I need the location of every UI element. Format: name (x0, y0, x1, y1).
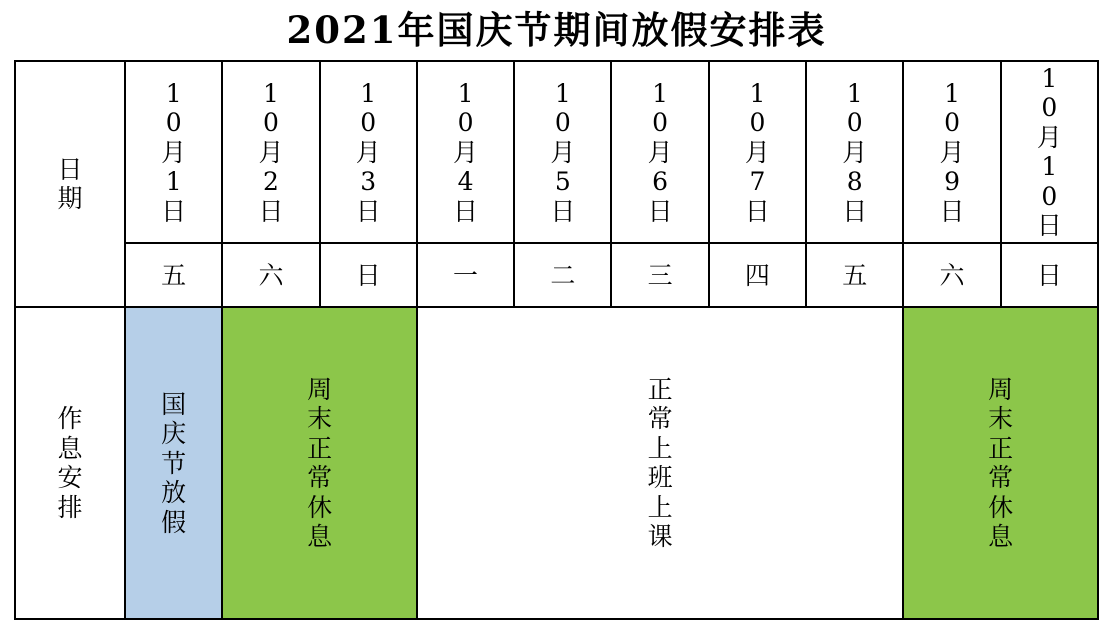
date-cell: 1 0 月 5 日 (514, 61, 611, 243)
holiday-schedule-table (14, 60, 1099, 620)
date-cell: 1 0 月 6 日 (611, 61, 708, 243)
weekday-cell: 四 (709, 243, 806, 307)
arrangement-cell-weekend: 周 末 正 常 休 息 (222, 307, 417, 619)
table-row-dates (15, 61, 1098, 243)
table-row-arrangements (15, 307, 1098, 619)
weekday-cell: 日 (320, 243, 417, 307)
row-header-arrangement-label: 作 息 安 排 (57, 404, 83, 522)
date-cell: 1 0 月 3 日 (320, 61, 417, 243)
weekday-cell: 五 (125, 243, 222, 307)
weekday-cell: 三 (611, 243, 708, 307)
row-header-arrangement (15, 307, 125, 619)
row-header-date (15, 61, 125, 307)
date-cell: 1 0 月 7 日 (709, 61, 806, 243)
arrangement-cell-weekend: 周 末 正 常 休 息 (903, 307, 1098, 619)
date-cell: 1 0 月 8 日 (806, 61, 903, 243)
arrangement-cell-workday: 正 常 上 班 上 课 (417, 307, 903, 619)
weekday-cell: 六 (903, 243, 1000, 307)
weekday-cell: 一 (417, 243, 514, 307)
page-title: 2021年国庆节期间放假安排表 (286, 8, 827, 52)
date-cell: 1 0 月 2 日 (222, 61, 319, 243)
date-cell: 1 0 月 1 日 (125, 61, 222, 243)
row-header-date-label: 日 期 (57, 154, 83, 214)
weekday-cell: 二 (514, 243, 611, 307)
date-cell: 1 0 月 9 日 (903, 61, 1000, 243)
weekday-cell: 五 (806, 243, 903, 307)
date-cell: 1 0 月 1 0 日 (1001, 61, 1098, 243)
weekday-cell: 日 (1001, 243, 1098, 307)
table-row-weekdays (15, 243, 1098, 307)
date-cell: 1 0 月 4 日 (417, 61, 514, 243)
arrangement-cell-holiday: 国 庆 节 放 假 (125, 307, 222, 619)
weekday-cell: 六 (222, 243, 319, 307)
